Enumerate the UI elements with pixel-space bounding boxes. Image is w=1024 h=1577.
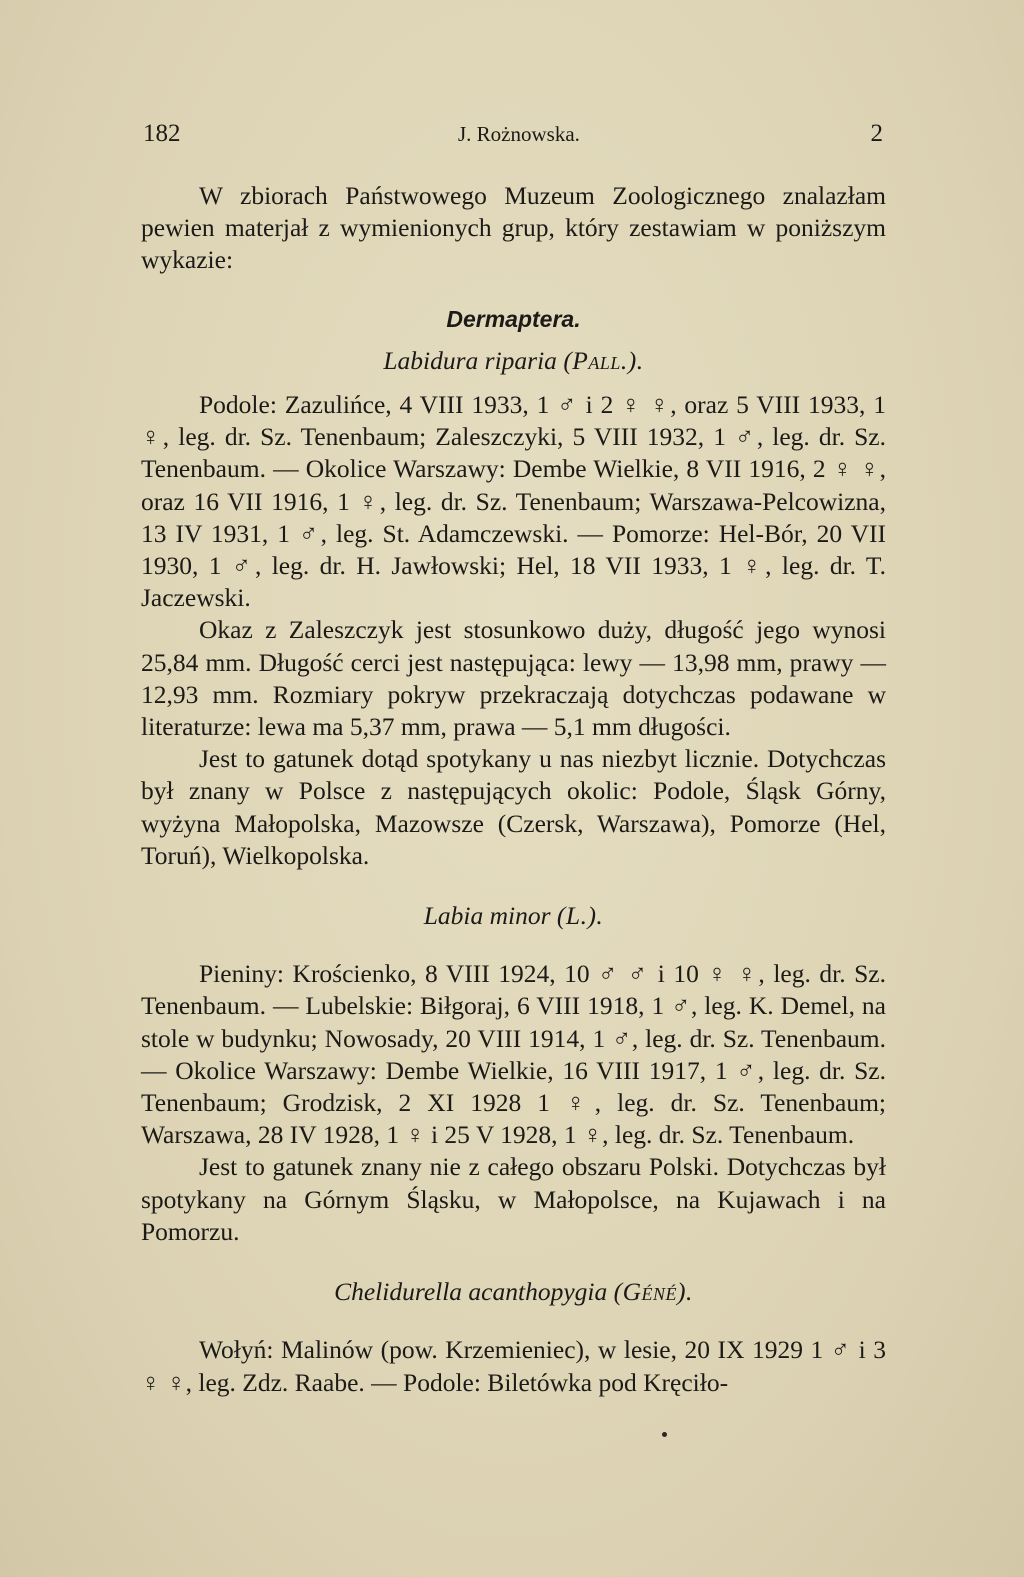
species-heading-chelidurella bbox=[141, 1276, 886, 1308]
species-heading-labia bbox=[141, 900, 886, 932]
species-heading-labidura bbox=[141, 345, 886, 377]
species-author: (Pall.). bbox=[563, 345, 644, 375]
records-paragraph: Pieniny: Krościenko, 8 VIII 1924, 10 ♂ ♂ i 10 ♀ ♀, leg. dr. Sz. Tenenbaum. — Lubelskie: Biłgoraj, 6 VIII 1918, 1 ♂, leg. K. Demel, na stole w budynku; Nowosady, 20 VIII 1914, 1 ♂, leg. dr. Sz. Tenenbaum. — Okolice Warszawy: Dembe Wielkie, 16 VIII 1917, 1 ♂, leg. dr. Sz. Tenenbaum; Grodzisk, 2 XI 1928 1 ♀, leg. dr. Sz. Tenenbaum; Warszawa, 28 IV 1928, 1 ♀ i 25 V 1928, 1 ♀, leg. dr. Sz. Tenenbaum. bbox=[141, 959, 886, 1150]
species-author: (L.). bbox=[556, 901, 604, 931]
species-name: Labia minor bbox=[423, 901, 551, 931]
records-paragraph: Wołyń: Malinów (pow. Krzemieniec), w lesie, 20 IX 1929 1 ♂ i 3 ♀ ♀, leg. Zdz. Raabe. — Podole: Biletówka pod Kręciło- bbox=[141, 1335, 886, 1397]
species-name: Chelidurella acanthopygia bbox=[334, 1277, 608, 1307]
article-body bbox=[141, 180, 886, 1399]
order-heading: Dermaptera. bbox=[446, 305, 581, 332]
running-header bbox=[143, 120, 883, 156]
page-number: 182 bbox=[143, 120, 181, 147]
note-paragraph: Jest to gatunek dotąd spotykany u nas niezbyt licznie. Dotychczas był znany w Polsce z następujących okolic: Podole, Śląsk Górny, wyżyna Małopolska, Mazowsze (Czersk, Warszawa), Pomorze (Hel, Toruń), Wielkopolska. bbox=[141, 744, 886, 870]
note-paragraph: Jest to gatunek znany nie z całego obszaru Polski. Dotychczas był spotykany na Górnym Śląsku, w Małopolsce, na Kujawach i na Pomorzu. bbox=[141, 1152, 886, 1246]
intro-paragraph: W zbiorach Państwowego Muzeum Zoologicznego znalazłam pewien materjał z wymienionych grup, który zestawiam w poniższym wykazie: bbox=[141, 181, 886, 275]
species-author: (Géné). bbox=[613, 1277, 693, 1307]
running-head-author: J. Rożnowska. bbox=[458, 122, 580, 146]
signature-mark: 2 bbox=[870, 120, 883, 147]
records-paragraph: Podole: Zazulińce, 4 VIII 1933, 1 ♂ i 2 ♀ ♀, oraz 5 VIII 1933, 1 ♀, leg. dr. Sz. Tenenbaum; Zaleszczyki, 5 VIII 1932, 1 ♂, leg. dr. Sz. Tenenbaum. — Okolice Warszawy: Dembe Wielkie, 8 VII 1916, 2 ♀ ♀, oraz 16 VII 1916, 1 ♀, leg. dr. Sz. Tenenbaum; Warszawa-Pelcowizna, 13 IV 1931, 1 ♂, leg. St. Adamczewski. — Pomorze: Hel-Bór, 20 VII 1930, 1 ♂, leg. dr. H. Jawłowski; Hel, 18 VII 1933, 1 ♀, leg. dr. T. Jaczewski. bbox=[141, 390, 886, 613]
species-name: Labidura riparia bbox=[383, 345, 557, 375]
note-paragraph: Okaz z Zaleszczyk jest stosunkowo duży, długość jego wynosi 25,84 mm. Długość cerci jest następująca: lewy — 13,98 mm, prawy — 12,93 mm. Rozmiary pokryw przekraczają dotychczas podawane w literaturze: lewa ma 5,37 mm, prawa — 5,1 mm długości. bbox=[141, 615, 886, 742]
ink-speck bbox=[662, 1432, 667, 1437]
